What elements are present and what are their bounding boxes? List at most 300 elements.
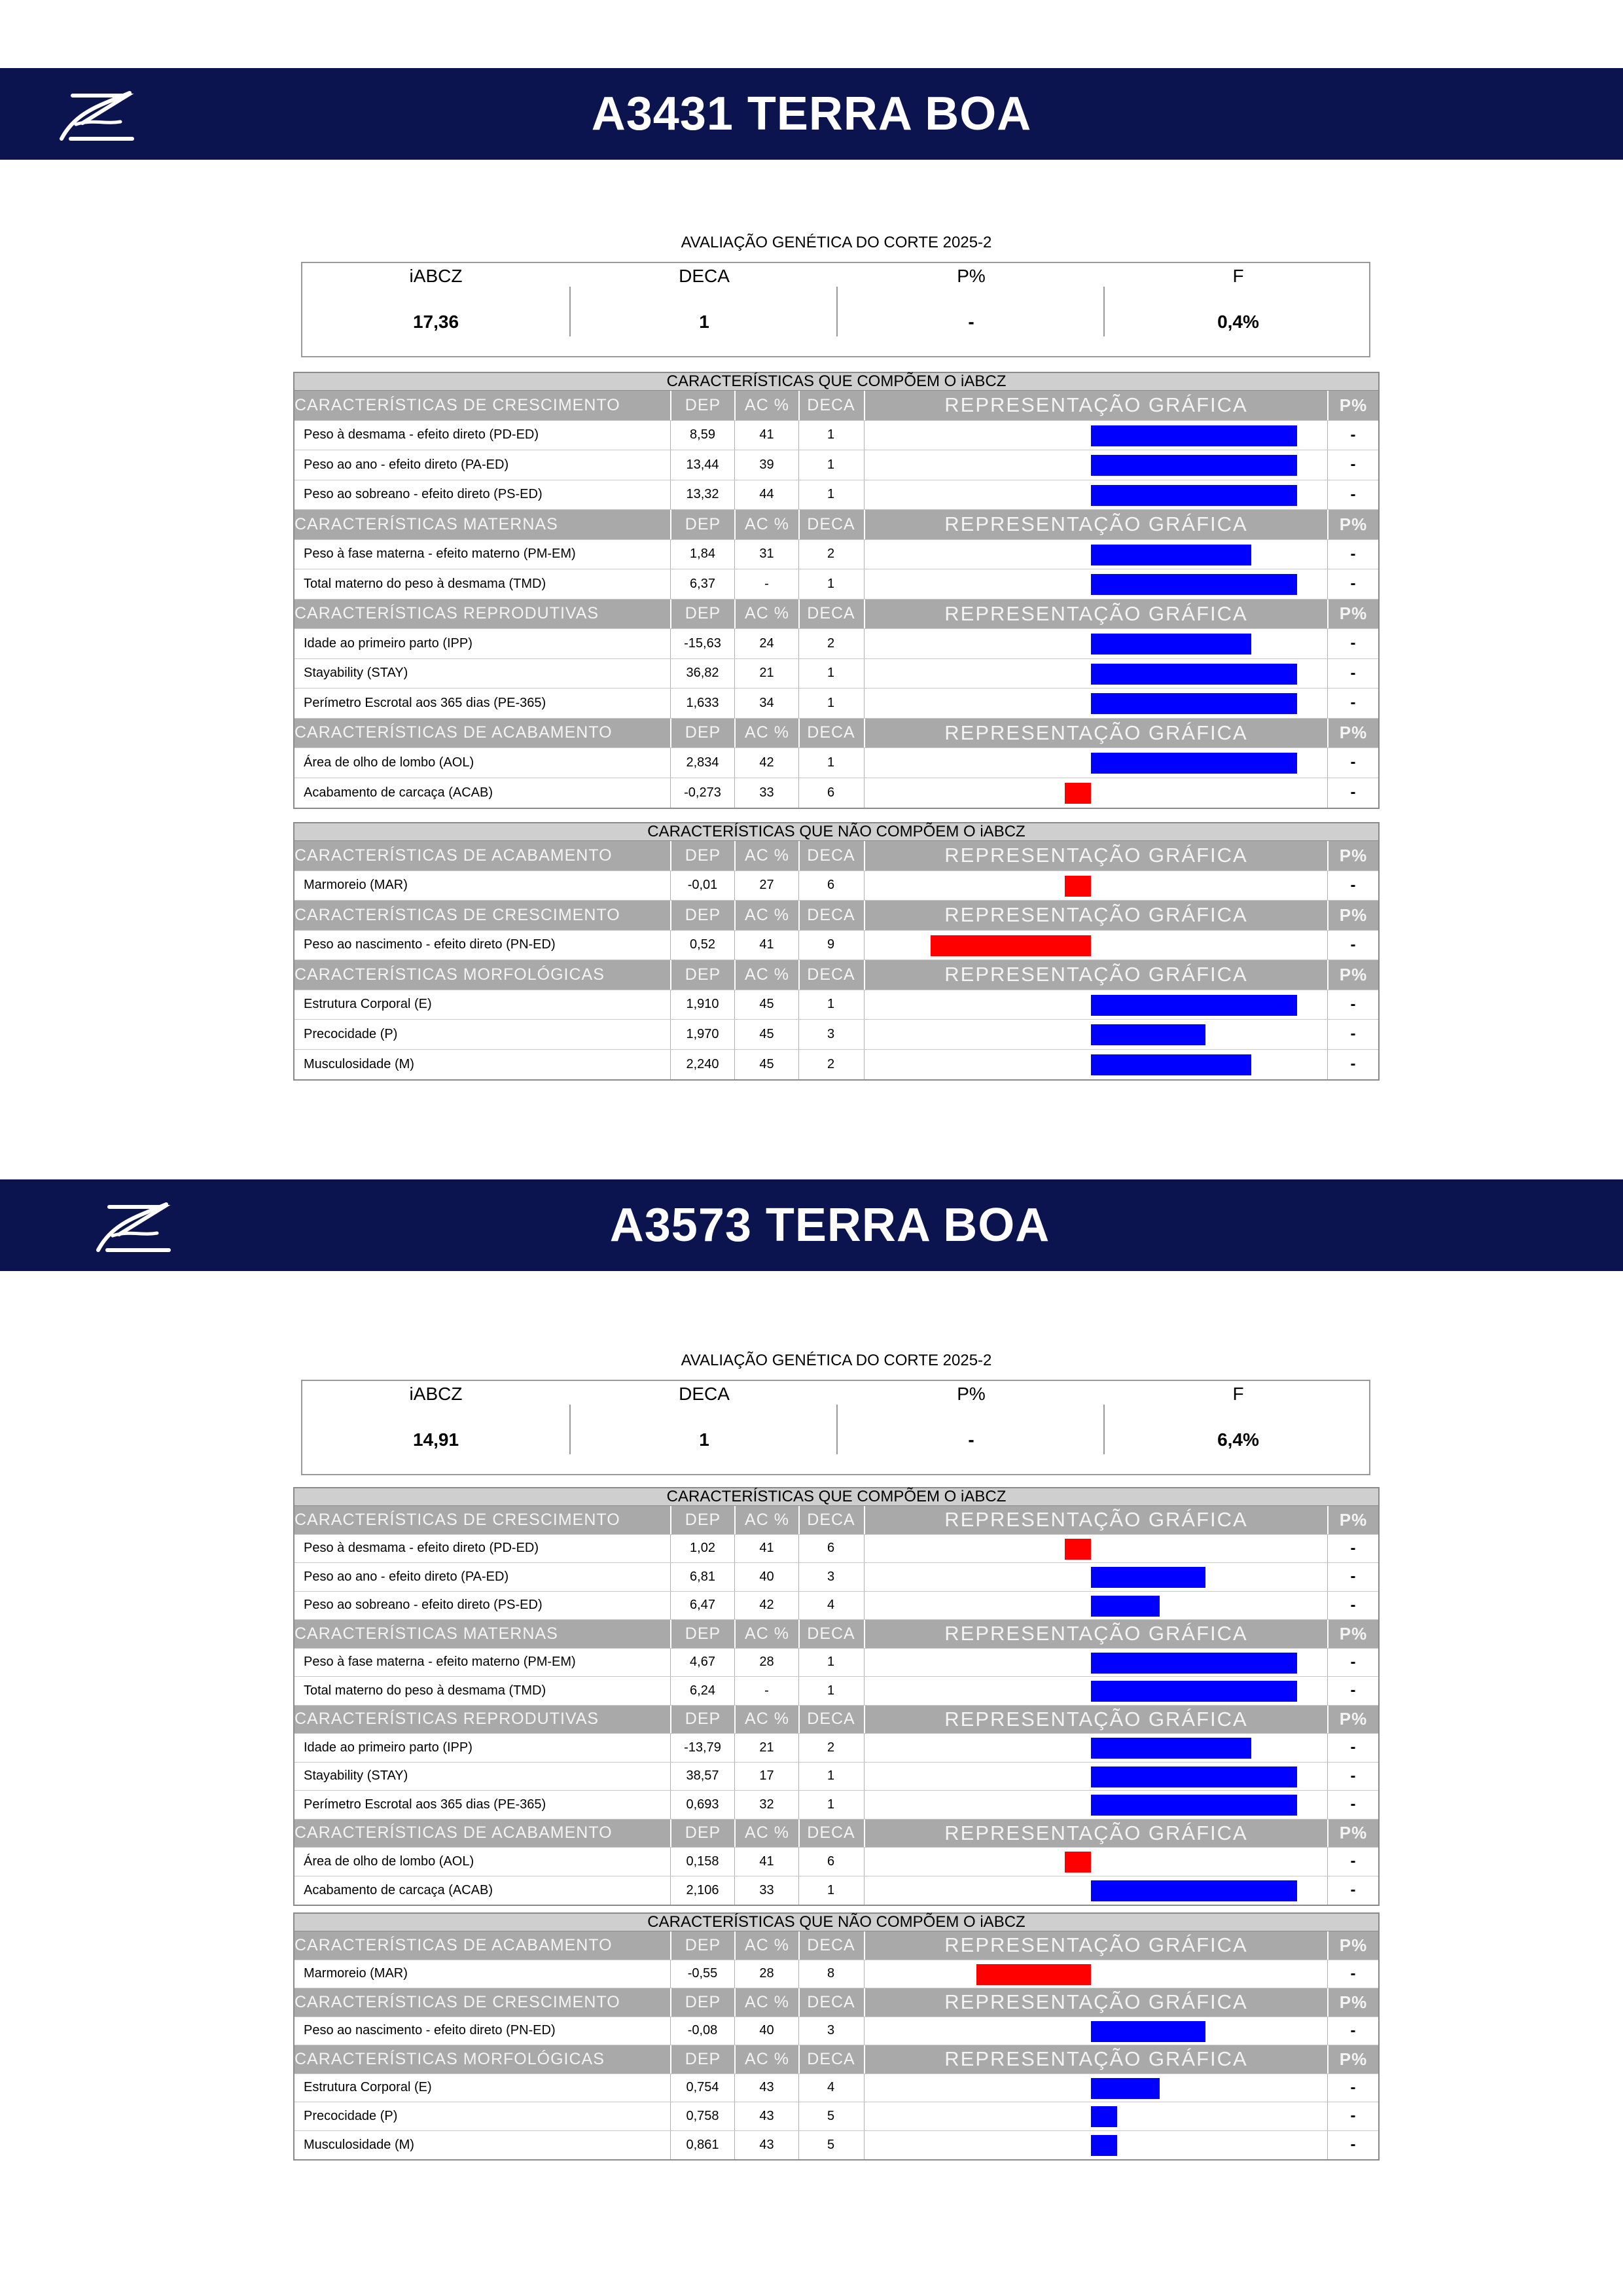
trait-dep-value: 6,24 bbox=[670, 1677, 734, 1705]
trait-row bbox=[294, 450, 1378, 480]
trait-name: Stayability (STAY) bbox=[304, 1768, 408, 1784]
column-header-p: P% bbox=[1327, 1931, 1378, 1960]
trait-dep-value: 36,82 bbox=[670, 659, 734, 689]
column-header-dep: DEP bbox=[670, 960, 734, 990]
trait-graph-cell bbox=[864, 480, 1327, 510]
column-header-graph: REPRESENTAÇÃO GRÁFICA bbox=[864, 1931, 1327, 1960]
trait-dep-value: 13,44 bbox=[670, 450, 734, 480]
trait-row bbox=[294, 990, 1378, 1020]
trait-p-value: - bbox=[1327, 540, 1378, 569]
trait-bar bbox=[1091, 1795, 1297, 1816]
summary-deca: DECA 1 bbox=[679, 1384, 730, 1450]
trait-p-value: - bbox=[1327, 931, 1378, 960]
trait-name: Musculosidade (M) bbox=[304, 2137, 414, 2152]
trait-bar bbox=[976, 1964, 1091, 1985]
group-header-row bbox=[294, 841, 1378, 871]
column-header-p: P% bbox=[1327, 901, 1378, 930]
trait-name: Peso ao nascimento - efeito direto (PN-ED) bbox=[304, 2023, 556, 2038]
trait-graph-cell bbox=[864, 1677, 1327, 1705]
trait-dep-value: 0,158 bbox=[670, 1848, 734, 1876]
trait-name: Peso ao sobreano - efeito direto (PS-ED) bbox=[304, 487, 543, 502]
trait-bar bbox=[1091, 2078, 1160, 2099]
group-header-row bbox=[294, 1506, 1378, 1535]
trait-dep-value: 8,59 bbox=[670, 421, 734, 450]
trait-ac-value: 28 bbox=[734, 1649, 798, 1677]
trait-p-value: - bbox=[1327, 1050, 1378, 1080]
trait-name: Estrutura Corporal (E) bbox=[304, 997, 432, 1012]
trait-deca-value: 3 bbox=[798, 1020, 863, 1049]
trait-row bbox=[294, 748, 1378, 778]
group-header-label: CARACTERÍSTICAS DE ACABAMENTO bbox=[294, 846, 613, 865]
trait-graph-cell bbox=[864, 1791, 1327, 1819]
trait-ac-value: 34 bbox=[734, 689, 798, 718]
column-header-p: P% bbox=[1327, 1506, 1378, 1534]
summary-deca: DECA 1 bbox=[679, 266, 730, 332]
summary-iabcz: iABCZ 17,36 bbox=[409, 266, 463, 332]
trait-row bbox=[294, 1563, 1378, 1592]
column-header-ac: AC % bbox=[734, 841, 798, 870]
group-header-row bbox=[294, 1706, 1378, 1734]
trait-ac-value: 39 bbox=[734, 450, 798, 480]
trait-graph-cell bbox=[864, 569, 1327, 599]
trait-deca-value: 1 bbox=[798, 990, 863, 1020]
column-header-p: P% bbox=[1327, 1988, 1378, 2017]
column-header-graph: REPRESENTAÇÃO GRÁFICA bbox=[864, 901, 1327, 930]
group-header-row bbox=[294, 1988, 1378, 2017]
trait-ac-value: 43 bbox=[734, 2074, 798, 2102]
trait-deca-value: 2 bbox=[798, 540, 863, 569]
trait-bar bbox=[931, 935, 1091, 956]
group-header-row bbox=[294, 1931, 1378, 1960]
trait-ac-value: - bbox=[734, 1677, 798, 1705]
trait-p-value: - bbox=[1327, 659, 1378, 689]
trait-p-value: - bbox=[1327, 871, 1378, 901]
trait-name: Precocidade (P) bbox=[304, 2108, 398, 2123]
trait-dep-value: 2,834 bbox=[670, 748, 734, 778]
trait-deca-value: 4 bbox=[798, 1592, 863, 1620]
trait-p-value: - bbox=[1327, 2017, 1378, 2045]
trait-bar bbox=[1091, 425, 1297, 446]
trait-deca-value: 5 bbox=[798, 2102, 863, 2130]
trait-row bbox=[294, 2017, 1378, 2046]
column-header-graph: REPRESENTAÇÃO GRÁFICA bbox=[864, 1620, 1327, 1648]
column-header-graph: REPRESENTAÇÃO GRÁFICA bbox=[864, 1820, 1327, 1848]
trait-row bbox=[294, 931, 1378, 961]
trait-bar bbox=[1091, 1653, 1297, 1674]
column-header-p: P% bbox=[1327, 1820, 1378, 1848]
trait-row bbox=[294, 778, 1378, 808]
trait-p-value: - bbox=[1327, 1535, 1378, 1563]
trait-graph-cell bbox=[864, 1535, 1327, 1563]
column-header-ac: AC % bbox=[734, 1506, 798, 1534]
column-header-graph: REPRESENTAÇÃO GRÁFICA bbox=[864, 391, 1327, 420]
trait-p-value: - bbox=[1327, 1734, 1378, 1762]
group-header-label: CARACTERÍSTICAS REPRODUTIVAS bbox=[294, 1710, 599, 1729]
trait-name: Peso ao ano - efeito direto (PA-ED) bbox=[304, 1569, 509, 1584]
group-header-row bbox=[294, 2045, 1378, 2074]
trait-p-value: - bbox=[1327, 629, 1378, 658]
trait-row bbox=[294, 2102, 1378, 2131]
table-section-title: CARACTERÍSTICAS QUE COMPÕEM O iABCZ bbox=[294, 1488, 1378, 1506]
trait-name: Acabamento de carcaça (ACAB) bbox=[304, 785, 493, 800]
column-header-ac: AC % bbox=[734, 1820, 798, 1848]
trait-graph-cell bbox=[864, 1020, 1327, 1049]
trait-dep-value: -13,79 bbox=[670, 1734, 734, 1762]
trait-row bbox=[294, 1592, 1378, 1621]
trait-bar bbox=[1091, 664, 1297, 685]
column-header-deca: DECA bbox=[798, 1506, 863, 1534]
column-header-deca: DECA bbox=[798, 600, 863, 629]
group-header-label: CARACTERÍSTICAS DE CRESCIMENTO bbox=[294, 1510, 620, 1529]
group-header-row bbox=[294, 1620, 1378, 1649]
column-header-dep: DEP bbox=[670, 2045, 734, 2073]
column-header-ac: AC % bbox=[734, 1988, 798, 2017]
trait-ac-value: 41 bbox=[734, 1848, 798, 1876]
trait-graph-cell bbox=[864, 659, 1327, 689]
summary-p: P% - bbox=[957, 266, 986, 332]
report-animal-2 bbox=[293, 1351, 1380, 2154]
column-header-graph: REPRESENTAÇÃO GRÁFICA bbox=[864, 1506, 1327, 1534]
column-header-dep: DEP bbox=[670, 1988, 734, 2017]
trait-graph-cell bbox=[864, 1592, 1327, 1620]
column-header-deca: DECA bbox=[798, 960, 863, 990]
trait-p-value: - bbox=[1327, 2102, 1378, 2130]
trait-graph-cell bbox=[864, 2017, 1327, 2045]
trait-name: Peso ao nascimento - efeito direto (PN-ED) bbox=[304, 937, 556, 952]
column-header-ac: AC % bbox=[734, 510, 798, 539]
trait-graph-cell bbox=[864, 1848, 1327, 1876]
trait-dep-value: 1,910 bbox=[670, 990, 734, 1020]
trait-name: Total materno do peso à desmama (TMD) bbox=[304, 1683, 546, 1698]
trait-graph-cell bbox=[864, 778, 1327, 808]
trait-bar bbox=[1091, 574, 1297, 595]
table-not-compose-iabcz bbox=[293, 1912, 1380, 2161]
column-header-ac: AC % bbox=[734, 1931, 798, 1960]
trait-deca-value: 1 bbox=[798, 659, 863, 689]
column-header-ac: AC % bbox=[734, 2045, 798, 2073]
column-header-deca: DECA bbox=[798, 2045, 863, 2073]
group-header-label: CARACTERÍSTICAS MATERNAS bbox=[294, 1624, 558, 1643]
trait-name: Peso à desmama - efeito direto (PD-ED) bbox=[304, 1541, 539, 1556]
trait-graph-cell bbox=[864, 2102, 1327, 2130]
trait-dep-value: 0,758 bbox=[670, 2102, 734, 2130]
trait-dep-value: 1,970 bbox=[670, 1020, 734, 1049]
table-section-title: CARACTERÍSTICAS QUE NÃO COMPÕEM O iABCZ bbox=[294, 823, 1378, 841]
trait-name: Peso ao ano - efeito direto (PA-ED) bbox=[304, 457, 509, 472]
summary-box bbox=[301, 1380, 1370, 1475]
column-header-dep: DEP bbox=[670, 391, 734, 420]
trait-p-value: - bbox=[1327, 569, 1378, 599]
trait-name: Musculosidade (M) bbox=[304, 1056, 414, 1071]
group-header-label: CARACTERÍSTICAS DE ACABAMENTO bbox=[294, 723, 613, 742]
animal-title: A3573 TERRA BOA bbox=[609, 1199, 1050, 1251]
animal-banner bbox=[0, 68, 1623, 160]
trait-graph-cell bbox=[864, 2074, 1327, 2102]
trait-deca-value: 1 bbox=[798, 1763, 863, 1791]
trait-bar bbox=[1091, 1596, 1160, 1617]
trait-bar bbox=[1091, 545, 1251, 565]
column-header-p: P% bbox=[1327, 600, 1378, 629]
column-header-dep: DEP bbox=[670, 510, 734, 539]
trait-bar bbox=[1091, 485, 1297, 506]
trait-row bbox=[294, 1734, 1378, 1763]
report-title: AVALIAÇÃO GENÉTICA DO CORTE 2025-2 bbox=[681, 234, 992, 251]
trait-ac-value: 42 bbox=[734, 1592, 798, 1620]
trait-p-value: - bbox=[1327, 1592, 1378, 1620]
trait-bar bbox=[1091, 753, 1297, 774]
trait-graph-cell bbox=[864, 450, 1327, 480]
trait-deca-value: 9 bbox=[798, 931, 863, 960]
trait-deca-value: 5 bbox=[798, 2131, 863, 2160]
table-compose-iabcz bbox=[293, 1487, 1380, 1906]
report-title: AVALIAÇÃO GENÉTICA DO CORTE 2025-2 bbox=[681, 1352, 992, 1369]
column-header-deca: DECA bbox=[798, 1706, 863, 1734]
trait-row bbox=[294, 689, 1378, 719]
trait-dep-value: 2,240 bbox=[670, 1050, 734, 1080]
column-header-graph: REPRESENTAÇÃO GRÁFICA bbox=[864, 719, 1327, 748]
group-header-label: CARACTERÍSTICAS MATERNAS bbox=[294, 514, 558, 533]
trait-deca-value: 6 bbox=[798, 871, 863, 901]
trait-ac-value: 40 bbox=[734, 1563, 798, 1591]
trait-ac-value: 24 bbox=[734, 629, 798, 658]
trait-graph-cell bbox=[864, 1960, 1327, 1988]
trait-deca-value: 1 bbox=[798, 421, 863, 450]
trait-row bbox=[294, 1020, 1378, 1050]
trait-dep-value: -15,63 bbox=[670, 629, 734, 658]
trait-bar bbox=[1091, 1681, 1297, 1702]
column-header-ac: AC % bbox=[734, 1706, 798, 1734]
trait-deca-value: 3 bbox=[798, 2017, 863, 2045]
trait-dep-value: 6,47 bbox=[670, 1592, 734, 1620]
column-header-p: P% bbox=[1327, 1620, 1378, 1648]
trait-name: Peso à fase materna - efeito materno (PM-EM) bbox=[304, 1655, 576, 1670]
trait-bar bbox=[1091, 1024, 1205, 1045]
summary-p: P% - bbox=[957, 1384, 986, 1450]
trait-name: Total materno do peso à desmama (TMD) bbox=[304, 576, 546, 591]
column-header-graph: REPRESENTAÇÃO GRÁFICA bbox=[864, 600, 1327, 629]
trait-ac-value: 45 bbox=[734, 1020, 798, 1049]
column-header-dep: DEP bbox=[670, 1820, 734, 1848]
group-header-label: CARACTERÍSTICAS DE ACABAMENTO bbox=[294, 1935, 613, 1954]
trait-p-value: - bbox=[1327, 1563, 1378, 1591]
trait-name: Acabamento de carcaça (ACAB) bbox=[304, 1882, 493, 1897]
trait-dep-value: 1,84 bbox=[670, 540, 734, 569]
trait-bar bbox=[1091, 455, 1297, 476]
trait-deca-value: 6 bbox=[798, 1848, 863, 1876]
column-header-graph: REPRESENTAÇÃO GRÁFICA bbox=[864, 2045, 1327, 2073]
trait-deca-value: 2 bbox=[798, 1734, 863, 1762]
trait-graph-cell bbox=[864, 540, 1327, 569]
trait-p-value: - bbox=[1327, 450, 1378, 480]
trait-name: Idade ao primeiro parto (IPP) bbox=[304, 636, 473, 651]
column-header-graph: REPRESENTAÇÃO GRÁFICA bbox=[864, 510, 1327, 539]
trait-row bbox=[294, 421, 1378, 451]
trait-bar bbox=[1091, 634, 1251, 655]
trait-dep-value: 1,633 bbox=[670, 689, 734, 718]
trait-bar bbox=[1065, 1852, 1091, 1873]
trait-deca-value: 1 bbox=[798, 1791, 863, 1819]
trait-graph-cell bbox=[864, 990, 1327, 1020]
trait-deca-value: 1 bbox=[798, 748, 863, 778]
trait-p-value: - bbox=[1327, 480, 1378, 510]
column-header-p: P% bbox=[1327, 841, 1378, 870]
trait-dep-value: 1,02 bbox=[670, 1535, 734, 1563]
summary-f: F 0,4% bbox=[1217, 266, 1259, 332]
column-header-deca: DECA bbox=[798, 719, 863, 748]
trait-row bbox=[294, 1649, 1378, 1677]
trait-name: Precocidade (P) bbox=[304, 1026, 398, 1041]
column-header-ac: AC % bbox=[734, 600, 798, 629]
trait-deca-value: 8 bbox=[798, 1960, 863, 1988]
trait-ac-value: - bbox=[734, 569, 798, 599]
group-header-label: CARACTERÍSTICAS DE CRESCIMENTO bbox=[294, 1992, 620, 2011]
trait-row bbox=[294, 871, 1378, 901]
trait-deca-value: 1 bbox=[798, 480, 863, 510]
trait-ac-value: 44 bbox=[734, 480, 798, 510]
column-header-dep: DEP bbox=[670, 1706, 734, 1734]
trait-row bbox=[294, 629, 1378, 659]
trait-deca-value: 4 bbox=[798, 2074, 863, 2102]
trait-dep-value: -0,08 bbox=[670, 2017, 734, 2045]
trait-deca-value: 1 bbox=[798, 689, 863, 718]
trait-ac-value: 41 bbox=[734, 1535, 798, 1563]
trait-row bbox=[294, 1050, 1378, 1080]
trait-bar bbox=[1091, 2106, 1117, 2127]
trait-deca-value: 2 bbox=[798, 1050, 863, 1080]
column-header-deca: DECA bbox=[798, 510, 863, 539]
column-header-deca: DECA bbox=[798, 1820, 863, 1848]
column-header-deca: DECA bbox=[798, 841, 863, 870]
trait-p-value: - bbox=[1327, 990, 1378, 1020]
trait-name: Estrutura Corporal (E) bbox=[304, 2080, 432, 2095]
trait-ac-value: 27 bbox=[734, 871, 798, 901]
trait-name: Marmoreio (MAR) bbox=[304, 1966, 408, 1981]
trait-name: Perímetro Escrotal aos 365 dias (PE-365) bbox=[304, 695, 546, 710]
trait-graph-cell bbox=[864, 1563, 1327, 1591]
trait-ac-value: 33 bbox=[734, 778, 798, 808]
group-header-row bbox=[294, 510, 1378, 540]
column-header-deca: DECA bbox=[798, 1988, 863, 2017]
column-header-dep: DEP bbox=[670, 600, 734, 629]
trait-ac-value: 41 bbox=[734, 931, 798, 960]
column-header-deca: DECA bbox=[798, 1620, 863, 1648]
group-header-row bbox=[294, 391, 1378, 421]
trait-dep-value: 38,57 bbox=[670, 1763, 734, 1791]
trait-ac-value: 43 bbox=[734, 2102, 798, 2130]
trait-deca-value: 3 bbox=[798, 1563, 863, 1591]
group-header-row bbox=[294, 901, 1378, 931]
column-header-deca: DECA bbox=[798, 391, 863, 420]
trait-row bbox=[294, 659, 1378, 689]
trait-dep-value: 0,754 bbox=[670, 2074, 734, 2102]
trait-bar bbox=[1091, 1767, 1297, 1787]
trait-p-value: - bbox=[1327, 748, 1378, 778]
trait-p-value: - bbox=[1327, 1020, 1378, 1049]
column-header-dep: DEP bbox=[670, 1620, 734, 1648]
trait-name: Perímetro Escrotal aos 365 dias (PE-365) bbox=[304, 1797, 546, 1812]
trait-name: Idade ao primeiro parto (IPP) bbox=[304, 1740, 473, 1755]
trait-dep-value: 6,37 bbox=[670, 569, 734, 599]
trait-ac-value: 45 bbox=[734, 1050, 798, 1080]
column-header-dep: DEP bbox=[670, 1506, 734, 1534]
group-header-label: CARACTERÍSTICAS REPRODUTIVAS bbox=[294, 604, 599, 623]
trait-ac-value: 43 bbox=[734, 2131, 798, 2160]
trait-graph-cell bbox=[864, 689, 1327, 718]
trait-row bbox=[294, 1677, 1378, 1706]
trait-p-value: - bbox=[1327, 2131, 1378, 2160]
trait-name: Área de olho de lombo (AOL) bbox=[304, 1854, 474, 1869]
trait-bar bbox=[1091, 1054, 1251, 1075]
trait-dep-value: -0,55 bbox=[670, 1960, 734, 1988]
trait-dep-value: -0,273 bbox=[670, 778, 734, 808]
trait-graph-cell bbox=[864, 1876, 1327, 1905]
column-header-p: P% bbox=[1327, 960, 1378, 990]
trait-ac-value: 17 bbox=[734, 1763, 798, 1791]
column-header-p: P% bbox=[1327, 2045, 1378, 2073]
trait-graph-cell bbox=[864, 629, 1327, 658]
trait-row bbox=[294, 540, 1378, 570]
trait-deca-value: 1 bbox=[798, 569, 863, 599]
summary-iabcz: iABCZ 14,91 bbox=[409, 1384, 463, 1450]
column-header-graph: REPRESENTAÇÃO GRÁFICA bbox=[864, 960, 1327, 990]
column-header-deca: DECA bbox=[798, 1931, 863, 1960]
report-animal-1 bbox=[293, 233, 1380, 1073]
trait-bar bbox=[1091, 1567, 1205, 1588]
trait-p-value: - bbox=[1327, 1791, 1378, 1819]
trait-bar bbox=[1091, 2021, 1205, 2042]
trait-bar bbox=[1065, 876, 1091, 897]
column-header-p: P% bbox=[1327, 1706, 1378, 1734]
table-not-compose-iabcz bbox=[293, 822, 1380, 1081]
trait-row bbox=[294, 1791, 1378, 1820]
trait-ac-value: 41 bbox=[734, 421, 798, 450]
trait-deca-value: 2 bbox=[798, 629, 863, 658]
trait-ac-value: 45 bbox=[734, 990, 798, 1020]
trait-bar bbox=[1091, 2135, 1117, 2156]
trait-bar bbox=[1065, 1539, 1091, 1560]
trait-deca-value: 1 bbox=[798, 450, 863, 480]
trait-ac-value: 40 bbox=[734, 2017, 798, 2045]
trait-p-value: - bbox=[1327, 1960, 1378, 1988]
trait-p-value: - bbox=[1327, 1677, 1378, 1705]
group-header-row bbox=[294, 719, 1378, 749]
trait-row bbox=[294, 569, 1378, 600]
trait-ac-value: 32 bbox=[734, 1791, 798, 1819]
trait-name: Peso à desmama - efeito direto (PD-ED) bbox=[304, 427, 539, 442]
group-header-row bbox=[294, 600, 1378, 630]
trait-deca-value: 1 bbox=[798, 1876, 863, 1905]
trait-ac-value: 42 bbox=[734, 748, 798, 778]
trait-dep-value: 13,32 bbox=[670, 480, 734, 510]
column-header-dep: DEP bbox=[670, 901, 734, 930]
trait-ac-value: 21 bbox=[734, 659, 798, 689]
trait-dep-value: 4,67 bbox=[670, 1649, 734, 1677]
trait-deca-value: 6 bbox=[798, 778, 863, 808]
column-header-p: P% bbox=[1327, 510, 1378, 539]
animal-title: A3431 TERRA BOA bbox=[591, 88, 1032, 140]
table-compose-iabcz bbox=[293, 372, 1380, 809]
column-header-dep: DEP bbox=[670, 1931, 734, 1960]
trait-graph-cell bbox=[864, 1734, 1327, 1762]
trait-p-value: - bbox=[1327, 421, 1378, 450]
trait-row bbox=[294, 1960, 1378, 1989]
trait-dep-value: 0,52 bbox=[670, 931, 734, 960]
column-header-ac: AC % bbox=[734, 719, 798, 748]
trait-name: Marmoreio (MAR) bbox=[304, 878, 408, 893]
trait-graph-cell bbox=[864, 931, 1327, 960]
column-header-dep: DEP bbox=[670, 719, 734, 748]
trait-ac-value: 31 bbox=[734, 540, 798, 569]
